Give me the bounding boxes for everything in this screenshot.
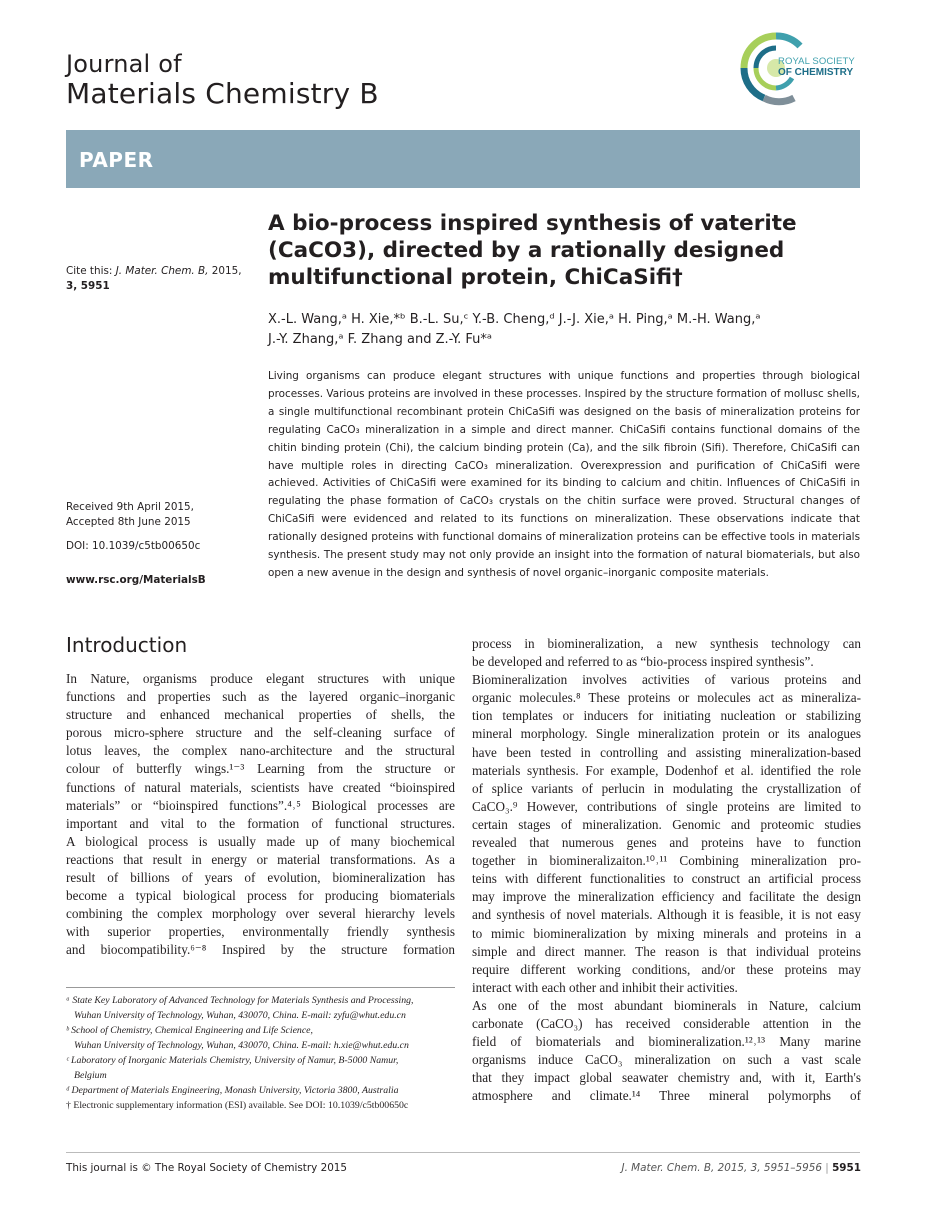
- footer-citation: J. Mater. Chem. B, 2015, 3, 5951–5956: [621, 1162, 822, 1174]
- authors-line-1: X.-L. Wang,ᵃ H. Xie,*ᵇ B.-L. Su,ᶜ Y.-B. Cheng,ᵈ J.-J. Xie,ᵃ H. Ping,ᵃ M.-H. Wang,ᵃ: [268, 312, 761, 327]
- title-line-1: A bio-process inspired synthesis of vaterite: [268, 211, 797, 236]
- body-line: process in biomineralization, a new synthesis technology can: [472, 636, 861, 651]
- footnote-line: ᶜ Laboratory of Inorganic Materials Chemistry, University of Namur, B-5000 Namur,: [66, 1055, 399, 1066]
- footnote-line: Wuhan University of Technology, Wuhan, 430070, China. E-mail: h.xie@whut.edu.cn: [74, 1040, 409, 1051]
- intro-left-column: [66, 670, 455, 960]
- cite-journal: J. Mater. Chem. B,: [115, 265, 209, 277]
- body-line: A biological process is usually made up of many biochemical: [66, 833, 455, 849]
- body-line: As one of the most abundant biominerals in Nature, calcium: [472, 997, 861, 1013]
- body-line: require different working conditions, and/or these proteins may: [472, 961, 861, 977]
- cite-volume-page: 3, 5951: [66, 280, 110, 292]
- journal-name: [66, 52, 379, 108]
- rsc-logo: [734, 26, 864, 106]
- article-type-bar: [66, 130, 860, 188]
- title-line-2: (CaCO3), directed by a rationally designed: [268, 238, 785, 263]
- abstract-line: Living organisms can produce elegant structures with unique functions and properties through biological: [268, 370, 860, 382]
- authors-line-2: J.-Y. Zhang,ᵃ F. Zhang and Z.-Y. Fu*ᵃ: [268, 332, 492, 347]
- body-line: field of biomaterials and biomineralization.¹²˒¹³ Many marine: [472, 1034, 861, 1050]
- body-line: together in biomineralizaiton.¹⁰˒¹¹ Combining mineralization pro-: [472, 853, 861, 869]
- abstract-line: ChiCaSifi were evidenced and related to its functions on mineralization. These observations indicate that: [268, 513, 860, 526]
- abstract-line: synthesis. The present study may not only provide an insight into the formation of natural biomaterials, but also: [268, 549, 860, 562]
- body-line: revealed that numerous genes and proteins have to function: [472, 835, 861, 851]
- footnote-line: ᵈ Department of Materials Engineering, Monash University, Victoria 3800, Australia: [66, 1085, 399, 1096]
- body-line: Biomineralization involves activities of various proteins and: [472, 672, 861, 688]
- body-line: functions of natural materials, scientists have created “bioinspired: [66, 779, 455, 795]
- body-line: structure and enhanced mechanical properties of shells, the: [66, 707, 455, 723]
- copyright-footer: This journal is © The Royal Society of Chemistry 2015: [66, 1162, 348, 1174]
- body-line: carbonate (CaCO₃) has received considerable attention in the: [472, 1015, 861, 1031]
- journal-website-link[interactable]: www.rsc.org/MaterialsB: [66, 574, 206, 586]
- body-line: materials” or “bioinspired functions”.⁴˒⁵ Biological processes are: [66, 797, 455, 813]
- body-line: be developed and referred to as “bio-process inspired synthesis”.: [472, 654, 814, 670]
- body-line: tion templates or inducers for initiating nucleation or stabilizing: [472, 708, 861, 724]
- body-line: and biocompatibility.⁶⁻⁸ Inspired by the structure formation: [66, 942, 455, 958]
- logo-text-line1: ROYAL SOCIETY: [778, 56, 855, 67]
- article-title: [268, 210, 858, 291]
- cite-label: Cite this:: [66, 265, 113, 277]
- body-line: interact with each other and inhibit their activities.: [472, 979, 738, 995]
- article-type-label: PAPER: [79, 148, 154, 172]
- body-line: porous micro-sphere structure and the self-cleaning surface of: [66, 725, 455, 741]
- body-line: lotus leaves, the complex nano-architecture and the structural: [66, 743, 455, 759]
- intro-right-column: [472, 635, 861, 1105]
- body-line: result of billions of years of evolution, biomineralization has: [66, 870, 455, 886]
- accepted-date: Accepted 8th June 2015: [66, 516, 191, 528]
- body-line: have been tested in controlling and assisting mineralization-based: [472, 744, 861, 760]
- abstract-line: have multiple roles in directing CaCO₃ mineralization. Overexpression and purification of ChiCaSifi were: [268, 459, 860, 472]
- cite-year: 2015,: [211, 265, 242, 277]
- body-line: certain stages of mineralization. Genomic and proteomic studies: [472, 816, 861, 832]
- body-line: In Nature, organisms produce elegant structures with unique: [66, 671, 455, 686]
- abstract-line: open a new avenue in the design and synthesis of novel organic–inorganic composite materials.: [268, 566, 769, 579]
- body-line: materials synthesis. For example, Dodenhof et al. identified the role: [472, 762, 861, 778]
- esi-footnote: † Electronic supplementary information (ESI) available. See DOI: 10.1039/c5tb00650c: [66, 1100, 409, 1111]
- body-line: with superior properties, environmentally friendly synthesis: [66, 924, 455, 940]
- footer-divider: [66, 1152, 860, 1153]
- body-line: of splice variants of perlucin in modulating the crystallization of: [472, 780, 861, 796]
- abstract: [268, 368, 860, 583]
- body-line: may improve the mineralization efficiency and facilitate the design: [472, 889, 861, 905]
- abstract-line: regulating the phase formation of CaCO₃ crystals on the chitin surface were proved. Structural changes of: [268, 495, 860, 508]
- body-line: combining the complex morphology over several hierarchy levels: [66, 906, 455, 922]
- abstract-line: a single multifunctional recombinant protein ChiCaSifi was designed on the basis of mineralization proteins for: [268, 405, 860, 418]
- journal-name-line2: Materials Chemistry B: [66, 77, 379, 110]
- body-line: and synthesis of novel materials. Although it is feasible, it is not easy: [472, 907, 861, 923]
- body-line: reactions that result in energy or material transformations. As a: [66, 851, 455, 867]
- body-line: important and vital to the formation of functional structures.: [66, 815, 455, 831]
- footnote-line: ᵇ School of Chemistry, Chemical Engineering and Life Science,: [66, 1025, 313, 1036]
- body-line: to mimic biomineralization by mixing minerals and proteins in a: [472, 925, 861, 941]
- body-line: teins with different functionalities to construct an artificial process: [472, 871, 861, 887]
- body-line: organic molecules.⁸ These proteins or molecules act as mineraliza-: [472, 690, 861, 706]
- journal-name-line1: Journal of: [66, 50, 182, 78]
- abstract-line: rationally designed proteins with functional domains of mineralization proteins can be effective tools in materials: [268, 531, 860, 544]
- footnote-line: Belgium: [74, 1070, 107, 1081]
- received-date: Received 9th April 2015,: [66, 501, 194, 513]
- body-line: functions and properties such as the layered organic–inorganic: [66, 689, 455, 705]
- title-line-3: multifunctional protein, ChiCaSifi†: [268, 265, 683, 290]
- section-heading-introduction: Introduction: [66, 633, 188, 657]
- citation-block: [66, 264, 242, 294]
- doi-link[interactable]: DOI: 10.1039/c5tb00650c: [66, 540, 201, 552]
- page-number: 5951: [832, 1162, 861, 1174]
- body-line: become a typical biological process for producing biomaterials: [66, 888, 455, 904]
- abstract-line: chitin binding protein (Chi), the calcium binding protein (Ca), and the silk fibroin (Sifi). Therefore, ChiCaSifi can: [268, 441, 860, 454]
- body-line: simple and direct manner. The reason is that individual proteins: [472, 943, 861, 959]
- footnote-divider: [66, 987, 455, 988]
- body-line: mineral morphology. Single mineralization protein or its analogues: [472, 726, 861, 742]
- logo-text-line2: OF CHEMISTRY: [778, 67, 854, 78]
- affiliation-footnotes: [66, 993, 461, 1113]
- abstract-line: achieved. Activities of ChiCaSifi were examined for its binding to calcium and chitin. Influences of ChiCaSifi in: [268, 477, 860, 490]
- body-line: organisms induce CaCO₃ mineralization on such a vast scale: [472, 1052, 861, 1068]
- body-line: that they impact global seawater chemistry and, with it, Earth's: [472, 1070, 861, 1086]
- abstract-line: processes. Various proteins are involved in these processes. Inspired by the structure formation of mollusc shells,: [268, 387, 860, 400]
- received-dates: [66, 500, 194, 530]
- abstract-line: regulating CaCO₃ mineralization in a simple and direct manner. ChiCaSifi contains functional domains of the: [268, 423, 860, 436]
- body-line: CaCO₃.⁹ However, contributions of single proteins are limited to: [472, 798, 861, 814]
- author-list: [268, 310, 868, 350]
- body-line: atmosphere and climate.¹⁴ Three mineral polymorphs of: [472, 1088, 861, 1104]
- footnote-line: Wuhan University of Technology, Wuhan, 430070, China. E-mail: zyfu@whut.edu.cn: [74, 1010, 406, 1021]
- body-line: colour of butterfly wings.¹⁻³ Learning from the structure or: [66, 761, 455, 777]
- footnote-line: ᵃ State Key Laboratory of Advanced Technology for Materials Synthesis and Processing,: [66, 995, 414, 1006]
- page-footer-citation: J. Mater. Chem. B, 2015, 3, 5951–5956 | 5951: [621, 1162, 861, 1174]
